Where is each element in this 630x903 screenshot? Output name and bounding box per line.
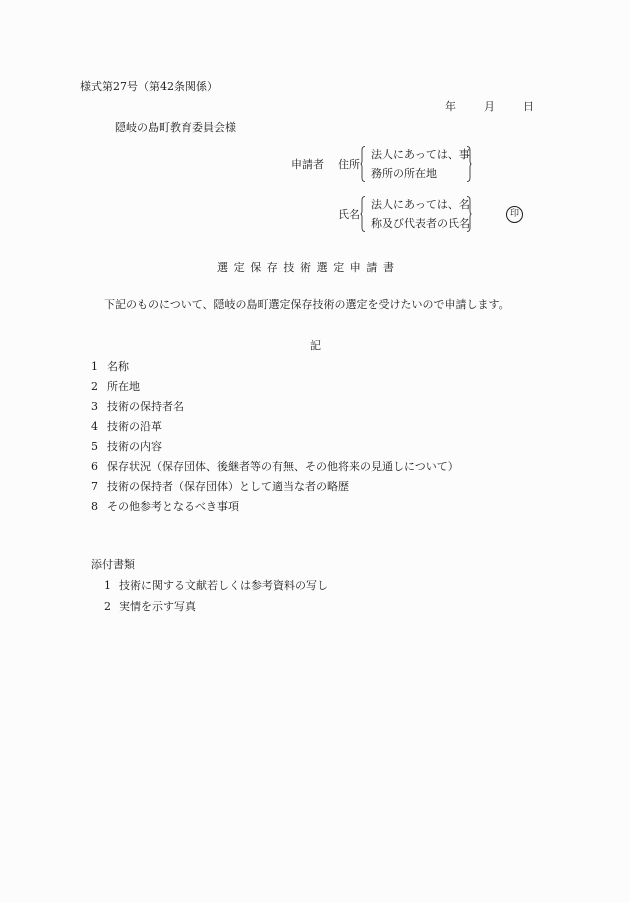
list-item <box>91 481 459 501</box>
address-note-line2: 務所の所在地 <box>371 167 437 180</box>
date-year-label: 年 <box>445 100 456 113</box>
ki-heading: 記 <box>310 339 321 352</box>
form-number: 様式第27号（第42条関係） <box>80 80 218 93</box>
item-text: 技術の保持者（保存団体）として適当な者の略歴 <box>107 480 349 493</box>
body-text: 下記のものについて、隠岐の島町選定保存技術の選定を受けたいので申請します。 <box>104 298 510 311</box>
list-item <box>91 501 459 521</box>
date-month-label: 月 <box>484 100 495 113</box>
item-text: 実情を示す写真 <box>119 600 196 613</box>
item-number: 2 <box>91 380 98 393</box>
attachments-list <box>104 580 328 622</box>
attachments-title: 添付書類 <box>91 558 135 571</box>
address-note-line1: 法人にあっては、事 <box>371 148 470 161</box>
name-note-block <box>360 194 472 234</box>
address-note-block <box>360 144 472 184</box>
item-number: 1 <box>91 360 98 373</box>
item-list <box>91 361 459 521</box>
seal-icon: 印 <box>506 206 523 223</box>
list-item <box>91 361 459 381</box>
name-label: 氏名 <box>338 208 360 221</box>
list-item <box>91 381 459 401</box>
item-text: 技術の保持者名 <box>107 400 184 413</box>
date-day-label: 日 <box>523 100 534 113</box>
item-number: 8 <box>91 500 98 513</box>
list-item <box>91 421 459 441</box>
item-text: 技術の沿革 <box>107 420 162 433</box>
item-number: 2 <box>104 600 111 613</box>
left-brace-icon <box>360 146 366 182</box>
right-brace-icon <box>466 196 472 232</box>
item-number: 1 <box>104 579 111 592</box>
item-text: 名称 <box>107 360 129 373</box>
document-title: 選定保存技術選定申請書 <box>217 261 400 274</box>
item-number: 4 <box>91 420 98 433</box>
list-item <box>104 601 328 622</box>
item-text: 保存状況（保存団体、後継者等の有無、その他将来の見通しについて） <box>107 460 459 473</box>
list-item <box>91 401 459 421</box>
name-note-line2: 称及び代表者の氏名 <box>371 217 470 230</box>
list-item <box>91 441 459 461</box>
name-note-line1: 法人にあっては、名 <box>371 198 470 211</box>
left-brace-icon <box>360 196 366 232</box>
right-brace-icon <box>466 146 472 182</box>
item-text: 所在地 <box>107 380 140 393</box>
address-label: 住所 <box>338 158 360 171</box>
applicant-label: 申請者 <box>291 158 324 171</box>
list-item <box>91 461 459 481</box>
item-number: 3 <box>91 400 98 413</box>
item-text: 技術に関する文献若しくは参考資料の写し <box>119 579 328 592</box>
list-item <box>104 580 328 601</box>
item-number: 7 <box>91 480 98 493</box>
addressee: 隠岐の島町教育委員会様 <box>115 121 236 134</box>
item-text: その他参考となるべき事項 <box>107 500 239 513</box>
item-number: 5 <box>91 440 98 453</box>
item-number: 6 <box>91 460 98 473</box>
item-text: 技術の内容 <box>107 440 162 453</box>
date-line <box>445 101 534 112</box>
